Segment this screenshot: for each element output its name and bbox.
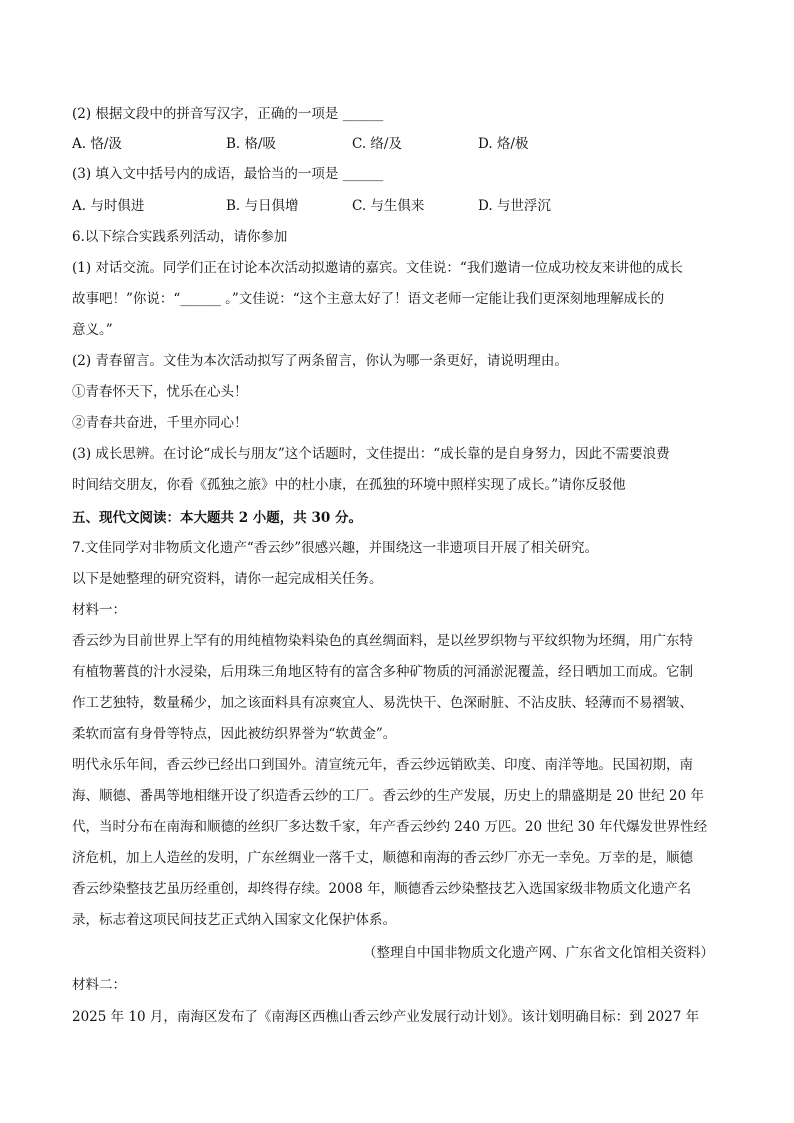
material1-text-line: 柔软而富有身骨等特点，因此被纺织界誉为“软黄金”。 (72, 726, 397, 742)
material1-text-line: 有植物薯莨的汁水浸染，后用珠三角地区特有的富含多种矿物质的河涌淤泥覆盖，经日晒加工而成。它制 (72, 664, 693, 680)
q7-intro-line: 7.文佳同学对非物质文化遗产“香云纱”很感兴趣，并围绕这一非遗项目开展了相关研究。 (72, 540, 599, 556)
q5-sub2-stem: (2) 根据文段中的拼音写汉字，正确的一项是 ______ (72, 106, 384, 122)
q6-sub2-line: (2) 青春留言。文佳为本次活动拟写了两条留言，你认为哪一条更好，请说明理由。 (72, 353, 568, 369)
q5-sub2-option-a: A. 恪/汲 (72, 136, 122, 152)
material2-text-line: 2025 年 10 月，南海区发布了《南海区西樵山香云纱产业发展行动计划》。该计划明确目标：到 2027 年 (72, 1009, 700, 1025)
q5-sub2-option-d: D. 烙/极 (478, 136, 529, 152)
q6-sub1-line: 意义。” (72, 322, 113, 338)
material1-text-line: 济危机，加上人造丝的发明，广东丝绸业一落千丈，顺德和南海的香云纱厂亦无一幸免。万幸的是，顺德 (72, 850, 693, 866)
q5-sub3-option-d: D. 与世浮沉 (478, 198, 551, 214)
q6-sub1-line: (1) 对话交流。同学们正在讨论本次活动拟邀请的嘉宾。文佳说：“我们邀请一位成功校友来讲他的成长 (72, 260, 683, 276)
q5-sub3-option-b: B. 与日俱增 (226, 198, 299, 214)
q5-sub2-option-b: B. 格/吸 (226, 136, 277, 152)
q6-sub3-line: 时间结交朋友，你看《孤独之旅》中的杜小康，在孤独的环境中照样实现了成长。”请你反驳他 (72, 477, 626, 493)
q6-sub3-line: (3) 成长思辨。在讨论“成长与朋友”这个话题时，文佳提出：“成长靠的是自身努力，因此不需要浪费 (72, 446, 670, 462)
material1-text-line: 代，当时分布在南海和顺德的丝织厂多达数千家，年产香云纱约 240 万匹。20 世纪 30 年代爆发世界性经 (72, 819, 708, 835)
q5-sub3-stem: (3) 填入文中括号内的成语，最恰当的一项是 ______ (72, 166, 384, 182)
material1-text-line: 海、顺德、番禺等地相继开设了织造香云纱的工厂。香云纱的生产发展，历史上的鼎盛期是 20 世纪 20 年 (72, 788, 705, 804)
material1-label: 材料一： (72, 602, 126, 618)
q6-sub1-line: 故事吧！”你说：“______ 。”文佳说：“这个主意太好了！语文老师一定能让我们更深刻地理解成长的 (72, 291, 665, 307)
q6-stem: 6.以下综合实践系列活动，请你参加 (72, 229, 288, 245)
q5-sub3-option-a: A. 与时俱进 (72, 198, 145, 214)
material1-source: （整理自中国非物质文化遗产网、广东省文化馆相关资料） (363, 945, 714, 961)
q5-sub3-option-c: C. 与生俱来 (352, 198, 425, 214)
q6-sub2-item: ②青春共奋进，千里亦同心！ (72, 415, 248, 431)
material1-text-line: 香云纱为目前世界上罕有的用纯植物染料染色的真丝绸面料，是以丝罗织物与平纹织物为坯绸，用广东特 (72, 633, 693, 649)
section-heading: 五、现代文阅读：本大题共 2 小题，共 30 分。 (72, 510, 362, 526)
material2-label: 材料二： (72, 977, 126, 993)
material1-text-line: 明代永乐年间，香云纱已经出口到国外。清宣统元年，香云纱远销欧美、印度、南洋等地。民国初期，南 (72, 757, 693, 773)
material1-text-line: 录，标志着这项民间技艺正式纳入国家文化保护体系。 (72, 912, 396, 928)
q7-intro-line: 以下是她整理的研究资料，请你一起完成相关任务。 (72, 571, 383, 587)
q6-sub2-item: ①青春怀天下，忧乐在心头！ (72, 384, 248, 400)
q5-sub2-option-c: C. 络/及 (352, 136, 402, 152)
material1-text-line: 作工艺独特，数量稀少，加之该面料具有凉爽宜人、易洗快干、色深耐脏、不沾皮肤、轻薄而不易褶皱、 (72, 695, 693, 711)
material1-text-line: 香云纱染整技艺虽历经重创，却终得存续。2008 年，顺德香云纱染整技艺入选国家级非物质文化遗产名 (72, 881, 692, 897)
